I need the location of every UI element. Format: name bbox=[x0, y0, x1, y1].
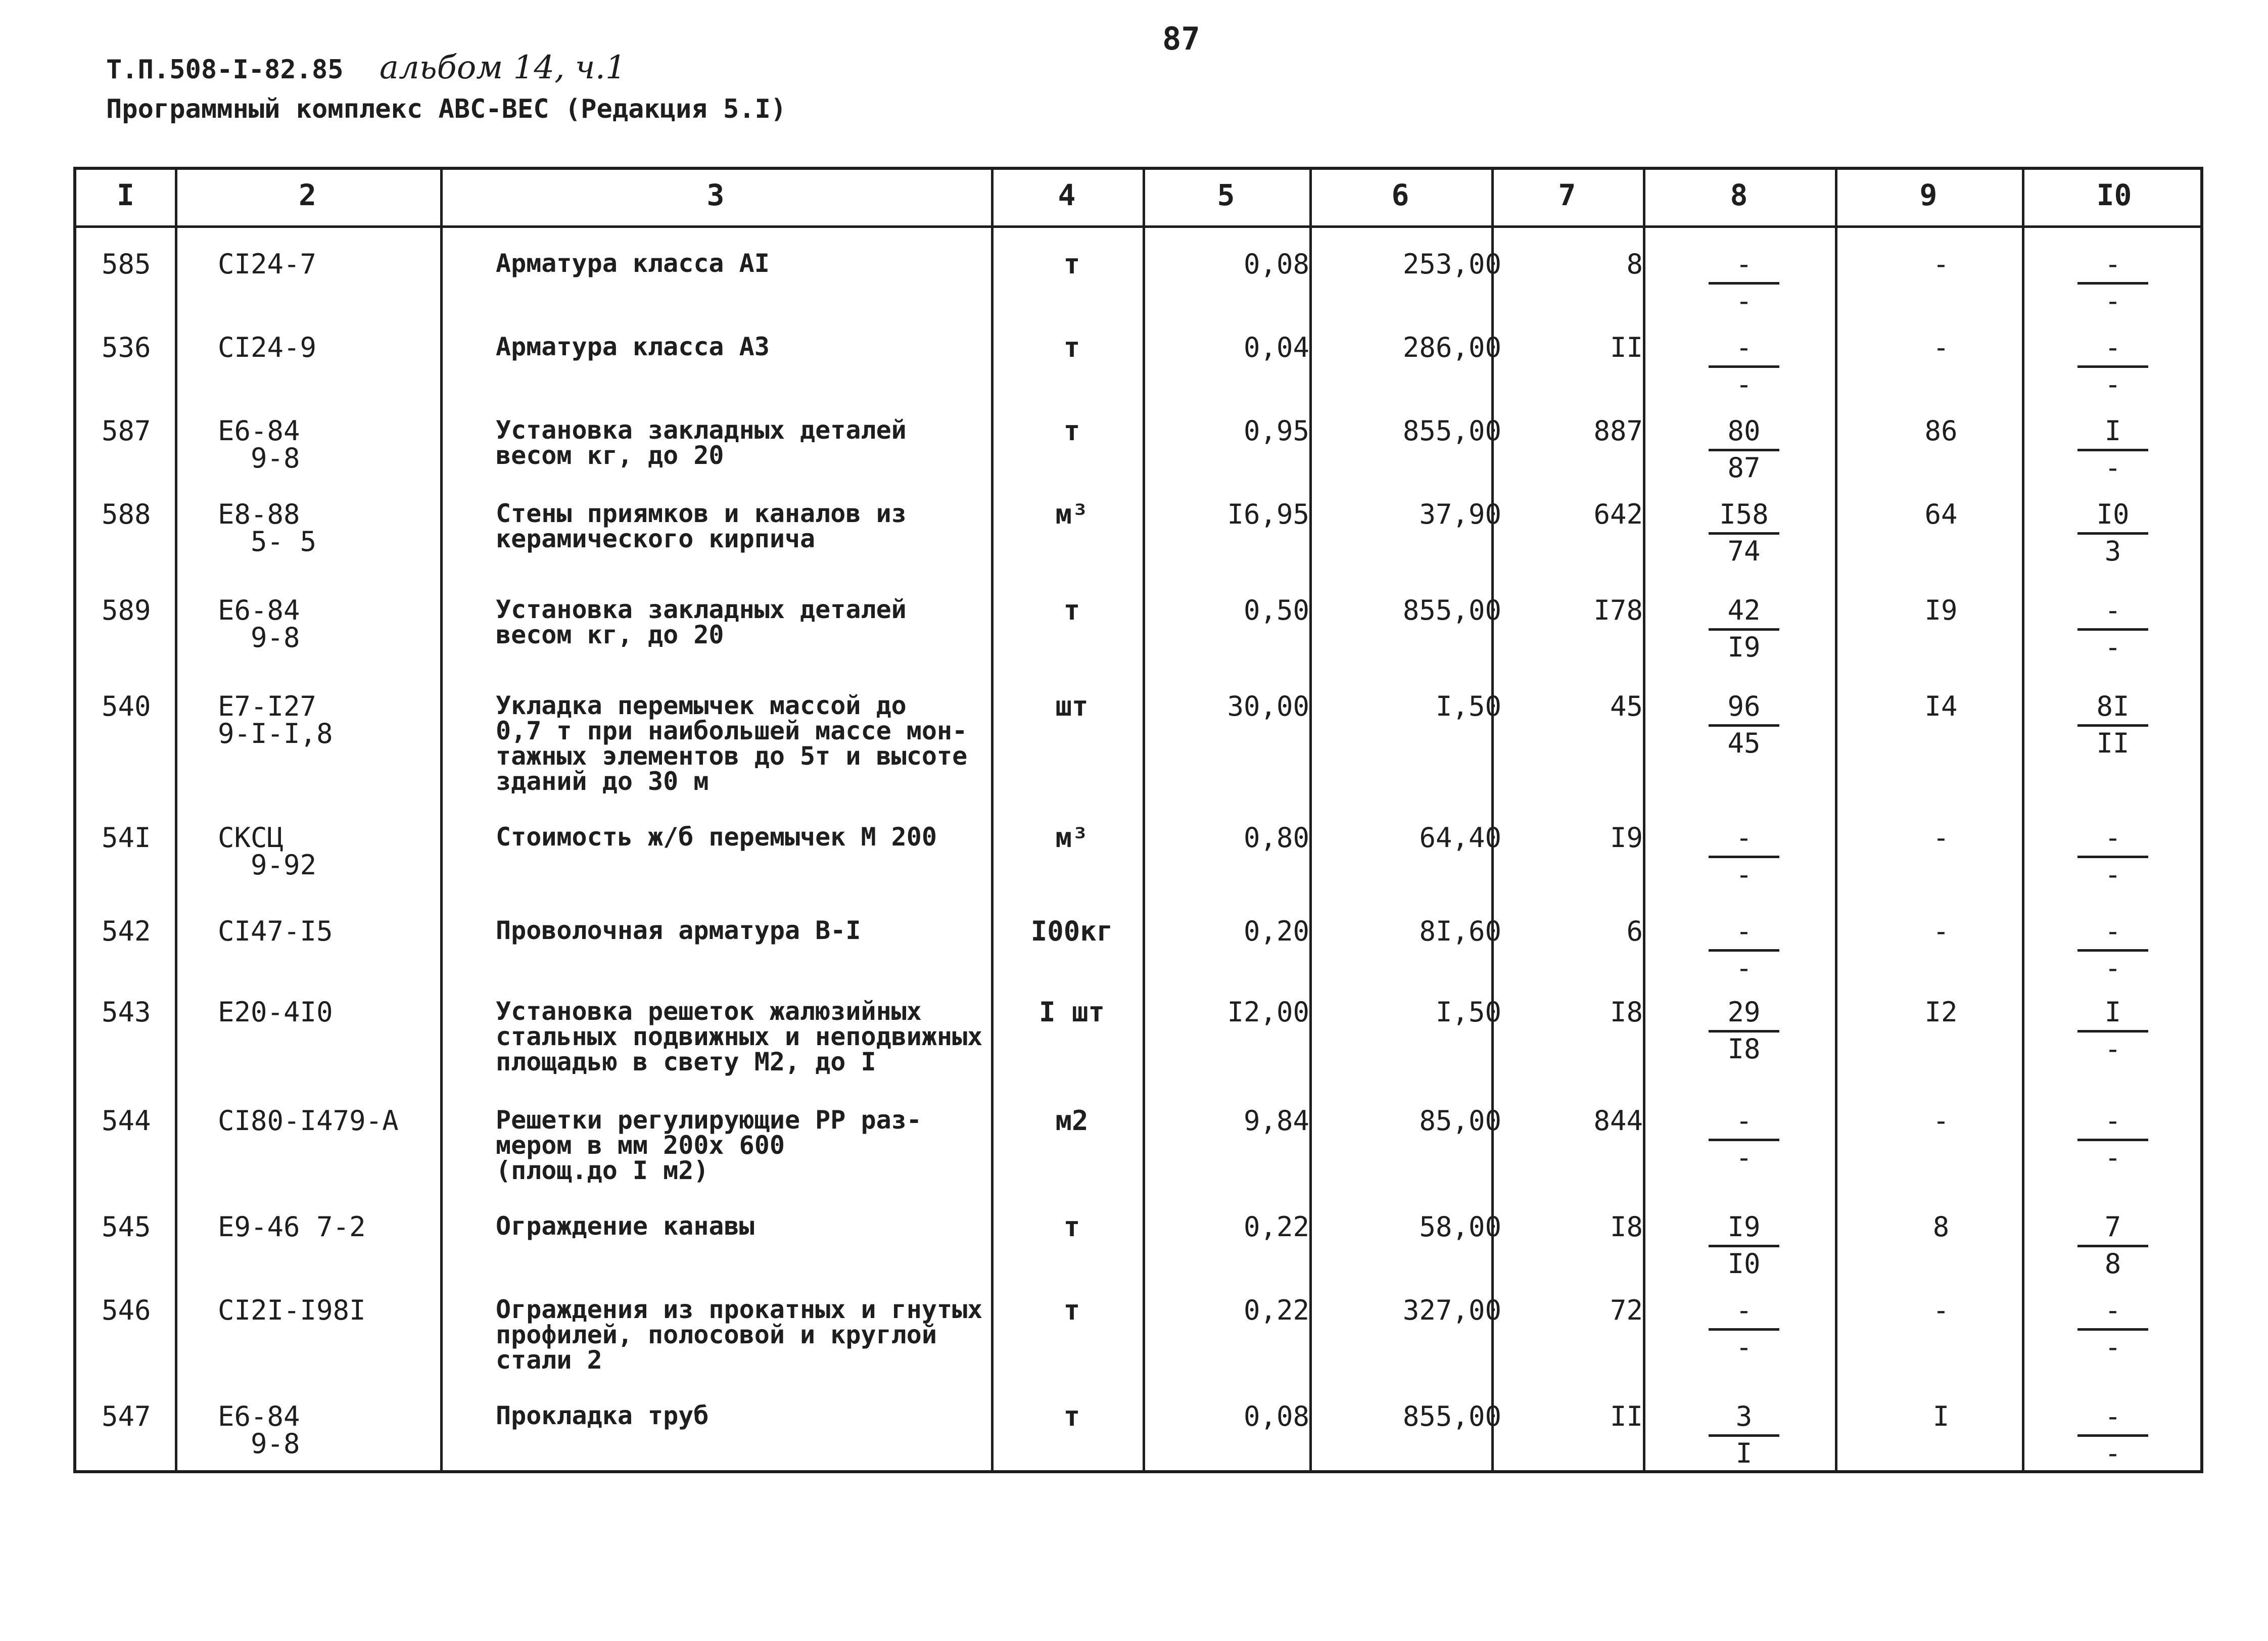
work-description: Стоимость ж/б перемычек М 200 bbox=[496, 822, 937, 852]
column-9-value: - bbox=[1932, 332, 1950, 363]
fraction-numerator: - bbox=[2104, 1105, 2121, 1137]
work-description: Прокладка труб bbox=[496, 1401, 709, 1430]
total-cost: II bbox=[1610, 1400, 1643, 1432]
fraction-denominator: 8 bbox=[2104, 1248, 2121, 1280]
unit-price: I,50 bbox=[1435, 690, 1501, 722]
work-description: Арматура класса A3 bbox=[496, 332, 770, 361]
unit-of-measure: шт bbox=[1055, 690, 1089, 722]
document-header bbox=[106, 48, 786, 129]
fraction-numerator: 29 bbox=[1727, 996, 1761, 1028]
column-10-fraction bbox=[2072, 1294, 2153, 1363]
estimate-table bbox=[73, 167, 2203, 1473]
work-description: Решетки регулирующие РР раз- мером в мм 200х 600 (площ.до I м2) bbox=[496, 1105, 922, 1185]
column-divider bbox=[175, 170, 177, 1470]
column-10-fraction bbox=[2072, 1213, 2153, 1278]
unit-of-measure: м2 bbox=[1055, 1105, 1089, 1137]
column-header-6: 6 bbox=[1391, 178, 1409, 212]
column-divider bbox=[2022, 170, 2024, 1470]
fraction-denominator: I9 bbox=[1727, 631, 1761, 663]
row-number: 547 bbox=[102, 1400, 151, 1432]
unit-price: 286,00 bbox=[1402, 332, 1501, 363]
fraction-denominator: - bbox=[1735, 285, 1753, 317]
fraction-bar bbox=[2077, 1245, 2148, 1247]
fraction-bar bbox=[1709, 532, 1779, 535]
work-description: Стены приямков и каналов из керамического кирпича bbox=[496, 499, 907, 553]
quantity: 0,50 bbox=[1243, 594, 1309, 626]
fraction-numerator: - bbox=[2104, 332, 2121, 363]
row-number: 545 bbox=[102, 1211, 151, 1243]
column-8-fraction bbox=[1704, 690, 1784, 759]
total-cost: 887 bbox=[1593, 415, 1643, 447]
unit-of-measure: м³ bbox=[1055, 498, 1089, 530]
norm-code: E6-84 9-8 bbox=[218, 415, 300, 474]
norm-code: CI80-I479-A bbox=[218, 1105, 399, 1137]
fraction-bar bbox=[1709, 1030, 1779, 1033]
quantity: 9,84 bbox=[1243, 1105, 1309, 1137]
fraction-denominator: - bbox=[2104, 1331, 2121, 1363]
fraction-numerator: I0 bbox=[2096, 498, 2130, 530]
fraction-denominator: 3 bbox=[2104, 535, 2121, 567]
work-description: Арматура класса AI bbox=[496, 249, 770, 278]
column-9-value: 64 bbox=[1924, 498, 1958, 530]
column-10-fraction bbox=[2072, 824, 2153, 888]
column-10-fraction bbox=[2072, 996, 2153, 1065]
column-divider bbox=[440, 170, 443, 1470]
unit-price: 64,40 bbox=[1419, 822, 1501, 854]
quantity: 0,08 bbox=[1243, 1400, 1309, 1432]
unit-price: I,50 bbox=[1435, 996, 1501, 1028]
column-8-fraction bbox=[1704, 334, 1784, 398]
fraction-numerator: - bbox=[2104, 248, 2121, 280]
row-number: 585 bbox=[102, 248, 151, 280]
column-9-value: I9 bbox=[1924, 594, 1958, 626]
column-divider bbox=[991, 170, 994, 1470]
fraction-numerator: - bbox=[1735, 248, 1753, 280]
fraction-bar bbox=[1709, 949, 1779, 952]
norm-code: E9-46 7-2 bbox=[218, 1211, 366, 1243]
column-9-value: - bbox=[1932, 1105, 1950, 1137]
column-header-10: I0 bbox=[2096, 178, 2132, 212]
total-cost: I78 bbox=[1593, 594, 1643, 626]
norm-code: E7-I27 9-I-I,8 bbox=[218, 690, 333, 749]
header-divider bbox=[76, 225, 2200, 228]
norm-code: E8-88 5- 5 bbox=[218, 498, 317, 557]
column-9-value: I2 bbox=[1924, 996, 1958, 1028]
total-cost: I8 bbox=[1610, 1211, 1643, 1243]
fraction-bar bbox=[1709, 1245, 1779, 1247]
quantity: I6,95 bbox=[1227, 498, 1309, 530]
total-cost: 45 bbox=[1610, 690, 1643, 722]
fraction-denominator: - bbox=[2104, 1033, 2121, 1065]
unit-of-measure: I шт bbox=[1038, 996, 1105, 1028]
unit-price: 85,00 bbox=[1419, 1105, 1501, 1137]
quantity: 0,95 bbox=[1243, 415, 1309, 447]
column-8-fraction bbox=[1704, 1105, 1784, 1174]
fraction-numerator: - bbox=[2104, 915, 2121, 947]
fraction-bar bbox=[2077, 1139, 2148, 1141]
column-10-fraction bbox=[2072, 594, 2153, 663]
quantity: I2,00 bbox=[1227, 996, 1309, 1028]
row-number: 546 bbox=[102, 1294, 151, 1326]
fraction-bar bbox=[2077, 449, 2148, 451]
column-9-value: 86 bbox=[1924, 415, 1958, 447]
norm-code: CI24-9 bbox=[218, 332, 317, 363]
column-8-fraction bbox=[1704, 915, 1784, 984]
fraction-bar bbox=[1709, 724, 1779, 727]
fraction-bar bbox=[1709, 1139, 1779, 1141]
column-header-1: I bbox=[117, 178, 134, 212]
fraction-numerator: 96 bbox=[1727, 690, 1761, 722]
total-cost: II bbox=[1610, 332, 1643, 363]
fraction-denominator: - bbox=[1735, 859, 1753, 890]
unit-price: 855,00 bbox=[1402, 1400, 1501, 1432]
column-10-fraction bbox=[2072, 690, 2153, 759]
fraction-numerator: - bbox=[2104, 594, 2121, 626]
quantity: 0,22 bbox=[1243, 1211, 1309, 1243]
total-cost: 8 bbox=[1626, 248, 1643, 280]
fraction-denominator: 45 bbox=[1727, 727, 1761, 759]
column-8-fraction bbox=[1704, 996, 1784, 1065]
column-9-value: I bbox=[1932, 1400, 1950, 1432]
work-description: Установка решеток жалюзийных стальных подвижных и неподвижных площадью в свету М2, до I bbox=[496, 997, 983, 1076]
quantity: 0,20 bbox=[1243, 915, 1309, 947]
handwritten-note: альбом 14, ч.1 bbox=[379, 49, 626, 86]
row-number: 536 bbox=[102, 332, 151, 363]
fraction-numerator: 80 bbox=[1727, 415, 1761, 447]
fraction-bar bbox=[2077, 1030, 2148, 1033]
unit-of-measure: т bbox=[1063, 332, 1080, 363]
total-cost: 6 bbox=[1626, 915, 1643, 947]
column-10-fraction bbox=[2072, 915, 2153, 984]
column-divider bbox=[1143, 170, 1145, 1470]
column-9-value: 8 bbox=[1932, 1211, 1950, 1243]
fraction-denominator: - bbox=[2104, 1437, 2121, 1469]
column-8-fraction bbox=[1704, 498, 1784, 567]
fraction-denominator: - bbox=[2104, 1142, 2121, 1174]
fraction-bar bbox=[1709, 282, 1779, 285]
column-9-value: - bbox=[1932, 915, 1950, 947]
column-8-fraction bbox=[1704, 1294, 1784, 1363]
unit-of-measure: т bbox=[1063, 415, 1080, 447]
fraction-denominator: I0 bbox=[1727, 1248, 1761, 1280]
fraction-bar bbox=[1709, 628, 1779, 631]
total-cost: 72 bbox=[1610, 1294, 1643, 1326]
norm-code: СКСЦ 9-92 bbox=[218, 822, 317, 881]
row-number: 542 bbox=[102, 915, 151, 947]
column-header-7: 7 bbox=[1558, 178, 1576, 212]
column-divider bbox=[1309, 170, 1312, 1470]
fraction-numerator: 42 bbox=[1727, 594, 1761, 626]
fraction-bar bbox=[2077, 1434, 2148, 1437]
work-description: Ограждение канавы bbox=[496, 1211, 754, 1241]
column-9-value: - bbox=[1932, 1294, 1950, 1326]
total-cost: I8 bbox=[1610, 996, 1643, 1028]
fraction-bar bbox=[2077, 1328, 2148, 1331]
row-number: 588 bbox=[102, 498, 151, 530]
row-number: 589 bbox=[102, 594, 151, 626]
column-10-fraction bbox=[2072, 417, 2153, 482]
work-description: Ограждения из прокатных и гнутых профилей, полосовой и круглой стали 2 bbox=[496, 1295, 983, 1375]
unit-of-measure: т bbox=[1063, 594, 1080, 626]
fraction-denominator: - bbox=[1735, 1142, 1753, 1174]
document-code: Т.П.508-I-82.85 bbox=[106, 55, 344, 85]
quantity: 0,80 bbox=[1243, 822, 1309, 854]
column-header-9: 9 bbox=[1919, 178, 1938, 212]
fraction-bar bbox=[1709, 365, 1779, 368]
total-cost: 642 bbox=[1593, 498, 1643, 530]
fraction-denominator: - bbox=[2104, 631, 2121, 663]
row-number: 543 bbox=[102, 996, 151, 1028]
fraction-numerator: I58 bbox=[1719, 498, 1769, 530]
fraction-denominator: I8 bbox=[1727, 1033, 1761, 1065]
fraction-denominator: II bbox=[2096, 727, 2130, 759]
row-number: 54I bbox=[102, 822, 151, 854]
fraction-numerator: 8I bbox=[2096, 690, 2130, 722]
column-divider bbox=[1835, 170, 1837, 1470]
unit-price: 58,00 bbox=[1419, 1211, 1501, 1243]
column-header-5: 5 bbox=[1217, 178, 1235, 212]
fraction-denominator: - bbox=[2104, 452, 2121, 484]
column-header-8: 8 bbox=[1730, 178, 1748, 212]
fraction-numerator: I bbox=[2104, 996, 2121, 1028]
unit-of-measure: т bbox=[1063, 1294, 1080, 1326]
fraction-numerator: - bbox=[1735, 332, 1753, 363]
fraction-numerator: - bbox=[2104, 822, 2121, 854]
fraction-bar bbox=[2077, 282, 2148, 285]
column-8-fraction bbox=[1704, 594, 1784, 663]
column-8-fraction bbox=[1704, 1400, 1784, 1469]
column-9-value: I4 bbox=[1924, 690, 1958, 722]
column-8-fraction bbox=[1704, 417, 1784, 482]
fraction-bar bbox=[1709, 1328, 1779, 1331]
norm-code: CI24-7 bbox=[218, 248, 317, 280]
column-10-fraction bbox=[2072, 1400, 2153, 1469]
fraction-denominator: - bbox=[2104, 952, 2121, 984]
unit-of-measure: т bbox=[1063, 248, 1080, 280]
total-cost: 844 bbox=[1593, 1105, 1643, 1137]
fraction-denominator: 87 bbox=[1727, 452, 1761, 484]
norm-code: CI2I-I98I bbox=[218, 1294, 366, 1326]
work-description: Установка закладных деталей весом кг, до 20 bbox=[496, 415, 907, 470]
unit-price: 327,00 bbox=[1402, 1294, 1501, 1326]
work-description: Укладка перемычек массой до 0,7 т при наибольшей массе мон- тажных элементов до 5т и высоте зданий до 30 м bbox=[496, 691, 968, 796]
row-number: 540 bbox=[102, 690, 151, 722]
fraction-bar bbox=[1709, 1434, 1779, 1437]
column-8-fraction bbox=[1704, 1213, 1784, 1278]
fraction-denominator: - bbox=[1735, 368, 1753, 400]
fraction-denominator: - bbox=[1735, 1331, 1753, 1363]
column-header-4: 4 bbox=[1058, 178, 1076, 212]
unit-price: 8I,60 bbox=[1419, 915, 1501, 947]
fraction-numerator: - bbox=[1735, 915, 1753, 947]
work-description: Проволочная арматура В-I bbox=[496, 916, 861, 945]
quantity: 0,08 bbox=[1243, 248, 1309, 280]
quantity: 0,04 bbox=[1243, 332, 1309, 363]
unit-of-measure: м³ bbox=[1055, 822, 1089, 854]
fraction-denominator: - bbox=[2104, 859, 2121, 890]
fraction-bar bbox=[2077, 532, 2148, 535]
row-number: 544 bbox=[102, 1105, 151, 1137]
fraction-denominator: - bbox=[2104, 285, 2121, 317]
column-10-fraction bbox=[2072, 1105, 2153, 1174]
norm-code: E6-84 9-8 bbox=[218, 594, 300, 653]
quantity: 0,22 bbox=[1243, 1294, 1309, 1326]
fraction-numerator: 7 bbox=[2104, 1211, 2121, 1243]
fraction-bar bbox=[1709, 449, 1779, 451]
fraction-numerator: - bbox=[2104, 1400, 2121, 1432]
fraction-numerator: I bbox=[2104, 415, 2121, 447]
column-10-fraction bbox=[2072, 334, 2153, 398]
fraction-numerator: - bbox=[1735, 1294, 1753, 1326]
fraction-bar bbox=[2077, 628, 2148, 631]
column-10-fraction bbox=[2072, 498, 2153, 567]
fraction-bar bbox=[2077, 856, 2148, 858]
quantity: 30,00 bbox=[1227, 690, 1309, 722]
document-subtitle: Программный комплекс АВС-ВЕС (Редакция 5.I) bbox=[106, 94, 787, 124]
row-number: 587 bbox=[102, 415, 151, 447]
column-9-value: - bbox=[1932, 248, 1950, 280]
fraction-numerator: - bbox=[1735, 822, 1753, 854]
header-line-1 bbox=[106, 48, 786, 89]
fraction-numerator: - bbox=[1735, 1105, 1753, 1137]
unit-of-measure: I00кг bbox=[1030, 915, 1113, 947]
fraction-bar bbox=[2077, 949, 2148, 952]
unit-price: 253,00 bbox=[1402, 248, 1501, 280]
fraction-numerator: 3 bbox=[1735, 1400, 1753, 1432]
fraction-numerator: I9 bbox=[1727, 1211, 1761, 1243]
unit-price: 855,00 bbox=[1402, 594, 1501, 626]
norm-code: E20-4I0 bbox=[218, 996, 333, 1028]
column-10-fraction bbox=[2072, 248, 2153, 317]
unit-of-measure: т bbox=[1063, 1211, 1080, 1243]
fraction-denominator: - bbox=[2104, 368, 2121, 400]
column-header-3: 3 bbox=[706, 178, 725, 212]
fraction-bar bbox=[1709, 856, 1779, 858]
total-cost: I9 bbox=[1610, 822, 1643, 854]
page-number: 87 bbox=[1162, 20, 1200, 57]
fraction-numerator: - bbox=[2104, 1294, 2121, 1326]
fraction-bar bbox=[2077, 724, 2148, 727]
fraction-denominator: I bbox=[1735, 1437, 1753, 1469]
column-divider bbox=[1643, 170, 1645, 1470]
unit-price: 37,90 bbox=[1419, 498, 1501, 530]
column-8-fraction bbox=[1704, 248, 1784, 317]
column-8-fraction bbox=[1704, 824, 1784, 888]
column-header-2: 2 bbox=[299, 178, 316, 212]
fraction-denominator: 74 bbox=[1727, 535, 1761, 567]
norm-code: CI47-I5 bbox=[218, 915, 333, 947]
column-9-value: - bbox=[1932, 822, 1950, 854]
fraction-denominator: - bbox=[1735, 952, 1753, 984]
work-description: Установка закладных деталей весом кг, до 20 bbox=[496, 595, 907, 649]
unit-of-measure: т bbox=[1063, 1400, 1080, 1432]
unit-price: 855,00 bbox=[1402, 415, 1501, 447]
column-divider bbox=[1491, 170, 1494, 1470]
fraction-bar bbox=[2077, 365, 2148, 368]
norm-code: E6-84 9-8 bbox=[218, 1400, 300, 1460]
